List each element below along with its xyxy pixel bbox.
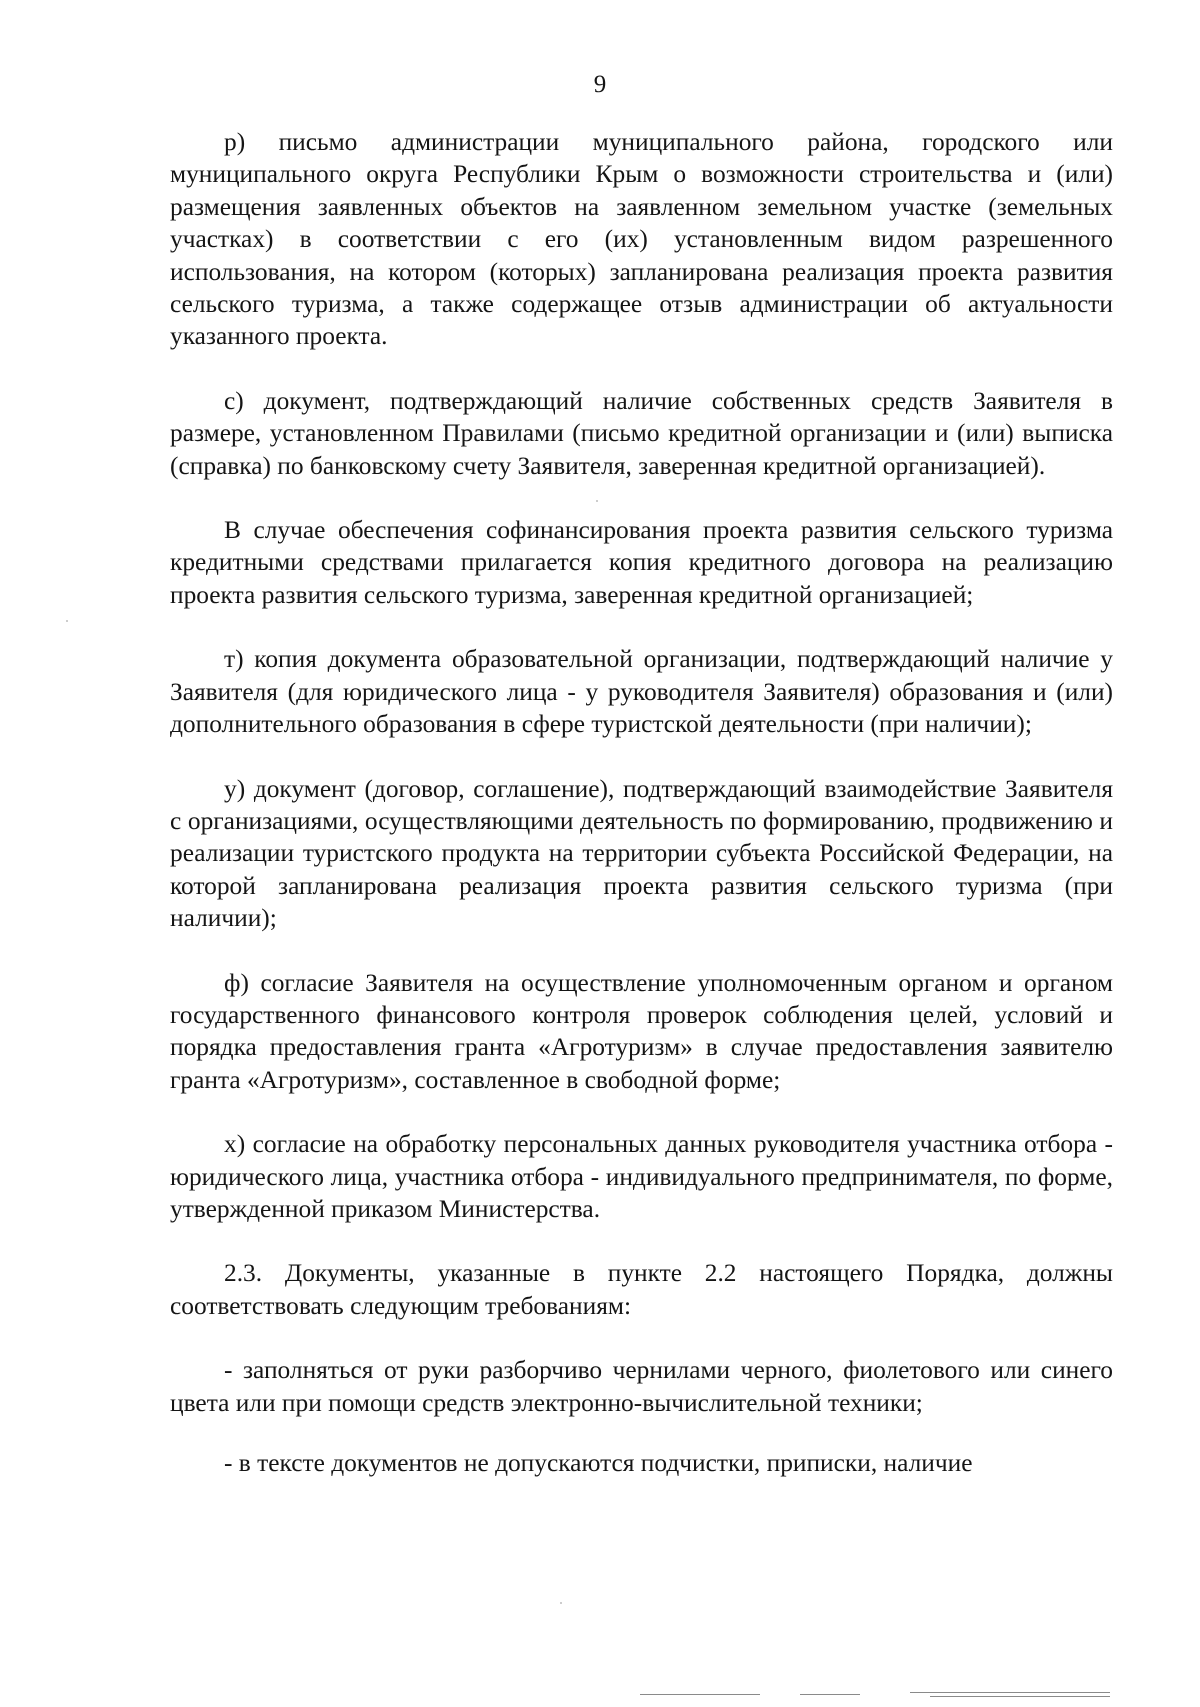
- paragraph-no-erasures: - в тексте документов не допускаются подчистки, приписки, наличие: [224, 1449, 973, 1477]
- paragraph-r-municipal-letter: р) письмо администрации муниципального района, городского или муниципального округа Республики Крым о возможности строительства и (или) размещения заявленных объектов на заявленном земельном участке (земельных участках) в соответствии с его (их) установленным видом разрешенного использования, на котором (которых) запланирована реализация проекта развития сельского туризма, а также содержащее отзыв администрации об актуальности указанного проекта.: [170, 128, 1113, 351]
- paragraph-u-cooperation-agreement: у) документ (договор, соглашение), подтверждающий взаимодействие Заявителя с организациями, осуществляющими деятельность по формированию, продвижению и реализации туристского продукта на территории субъекта Российской Федерации, на которой запланирована реализация проекта развития сельского туризма (при наличии);: [170, 774, 1113, 933]
- paragraph-s-own-funds: с) документ, подтверждающий наличие собственных средств Заявителя в размере, установленном Правилами (письмо кредитной организации и (или) выписка (справка) по банковскому счету Заявителя, заверенная кредитной организацией).: [170, 386, 1113, 480]
- paragraph-f-consent-inspection: ф) согласие Заявителя на осуществление уполномоченным органом и органом государственного финансового контроля проверок соблюдения целей, условий и порядка предоставления гранта «Агротуризм» в случае предоставления заявителю гранта «Агротуризм», составленное в свободной форме;: [170, 968, 1113, 1094]
- paragraph-2-3-requirements: 2.3. Документы, указанные в пункте 2.2 настоящего Порядка, должны соответствовать следующим требованиям:: [170, 1259, 1113, 1320]
- scan-speck: [596, 500, 598, 502]
- footer-line: [930, 1696, 1110, 1697]
- footer-line: [800, 1694, 860, 1695]
- footer-line: [910, 1692, 1110, 1693]
- scan-speck: [66, 620, 68, 622]
- footer-line: [640, 1694, 760, 1695]
- paragraph-t-education-document: т) копия документа образовательной организации, подтверждающий наличие у Заявителя (для юридического лица - у руководителя Заявителя) образования и (или) дополнительного образования в сфере туристской деятельности (при наличии);: [170, 645, 1113, 739]
- paragraph-credit-cofinancing: В случае обеспечения софинансирования проекта развития сельского туризма кредитными средствами прилагается копия кредитного договора на реализацию проекта развития сельского туризма, заверенная кредитной организацией;: [170, 516, 1113, 609]
- footer-scan-lines: [0, 1690, 1200, 1702]
- page-number: 9: [593, 71, 607, 98]
- scan-speck: [560, 1602, 562, 1604]
- document-body: [170, 126, 1113, 1511]
- paragraph-fill-by-hand: - заполняться от руки разборчиво чернилами черного, фиолетового или синего цвета или при помощи средств электронно-вычислительной техники;: [170, 1356, 1113, 1417]
- paragraph-kh-personal-data-consent: х) согласие на обработку персональных данных руководителя участника отбора - юридического лица, участника отбора - индивидуального предпринимателя, по форме, утвержденной приказом Министерства.: [170, 1130, 1113, 1223]
